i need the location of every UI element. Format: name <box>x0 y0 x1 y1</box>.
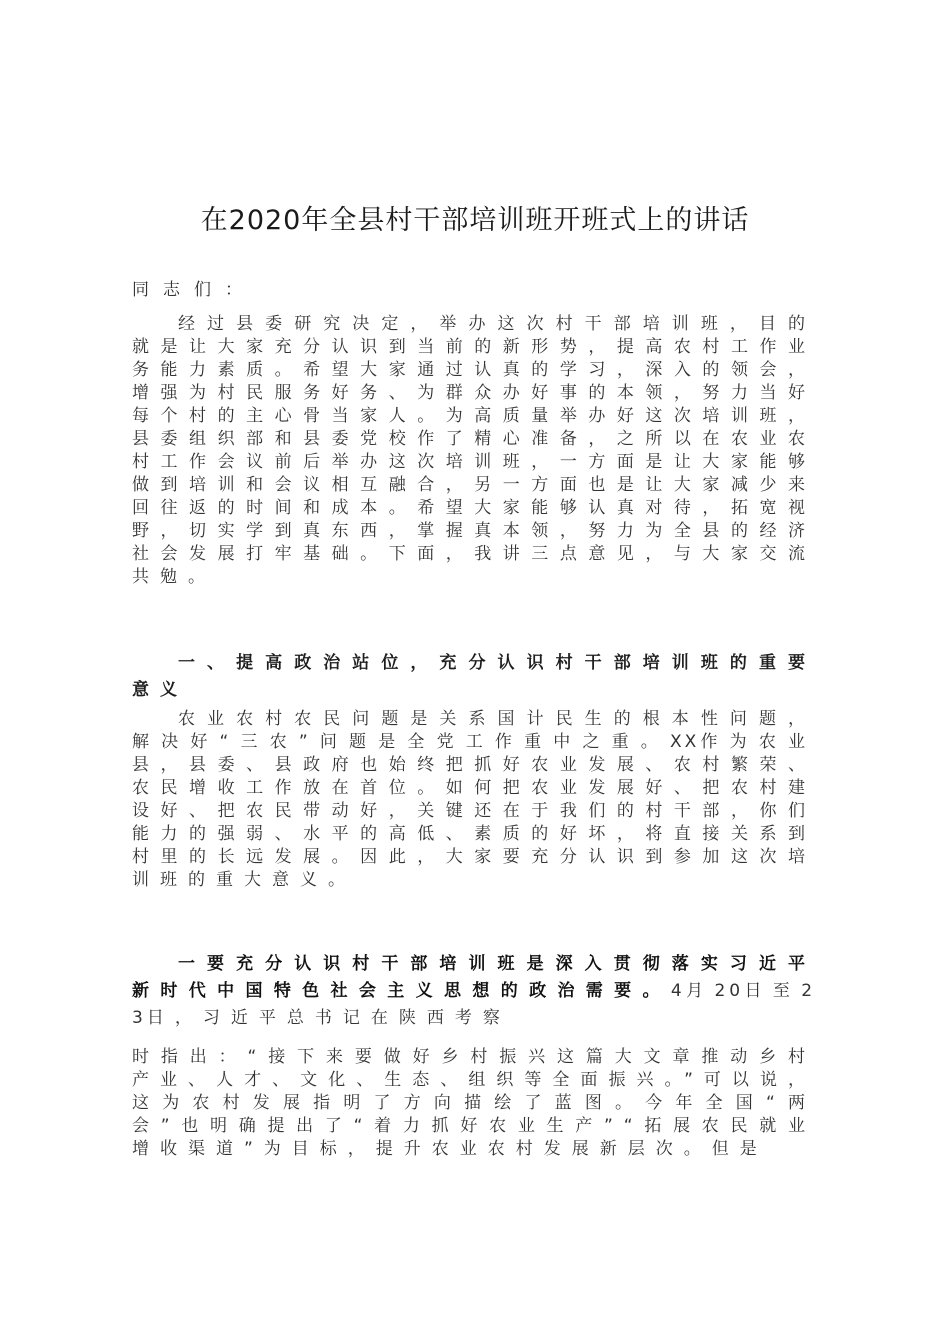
paragraph-intro: 经过县委研究决定，举办这次村干部培训班，目的就是让大家充分认识到当前的新形势，提高农村工作业务能力素质。希望大家通过认真的学习，深入的领会，增强为村民服务好务、为群众办好事的本领，努力当好每个村的主心骨当家人。为高质量举办好这次培训班，县委组织部和县委党校作了精心准备，之所以在农业农村工作会议前后举办这次培训班，一方面是让大家能够做到培训和会议相互融合，另一方面也是让大家减少来回往返的时间和成本。希望大家能够认真对待，拓宽视野，切实学到真东西，掌握真本领，努力为全县的经济社会发展打牢基础。下面，我讲三点意见，与大家交流共勉。 <box>132 314 816 587</box>
paragraph-point-one <box>132 951 816 1032</box>
date-start-day: 20 <box>714 981 745 1001</box>
section-heading-1: 一、提高政治站位，充分认识村干部培训班的重要意义 <box>132 653 816 700</box>
date-month: 4 <box>670 981 686 1001</box>
date-range-text: 日至 <box>744 981 802 1001</box>
date-month-unit: 月 <box>685 981 715 1001</box>
paragraph-significance-part-b: 作为农业县，县委、县政府也始终把抓好农业发展、农村繁荣、农民增收工作放在首位。如何把农业发展好、把农村建设好、把农民带动好，关键还在于我们的村干部，你们能力的强弱、水平的高低、素质的好坏，将直接关系到村里的长远发展。因此，大家要充分认识到参加这次培训班的重大意义。 <box>132 732 816 890</box>
point-one-bold-lead: 一要充分认识村干部培训班是深入贯彻落实习近平新时代中国特色社会主义思想的政治需要。 <box>132 954 816 1001</box>
salutation: 同志们： <box>132 280 256 300</box>
paragraph-quote: 时指出：“接下来要做好乡村振兴这篇大文章推动乡村产业、人才、文化、生态、组织等全面振兴。”可以说，这为农村发展指明了方向描绘了蓝图。今年全国“两会”也明确提出了“着力抓好农业生产”“拓展农民就业增收渠道”为目标，提升农业农村发展新层次。但是 <box>132 1047 816 1159</box>
paragraph-significance <box>132 708 816 892</box>
paragraph-significance-part-a: 农业农村农民问题是关系国计民生的根本性问题，解决好“三农”问题是全党工作重中之重。 <box>132 709 816 752</box>
document-title: 在2020年全县村干部培训班开班式上的讲话 <box>200 205 750 236</box>
point-one-continuation: 日，习近平总书记在陕西考察 <box>146 1008 511 1028</box>
county-placeholder: XX <box>669 732 700 752</box>
date-end-day: 23 <box>132 981 817 1028</box>
